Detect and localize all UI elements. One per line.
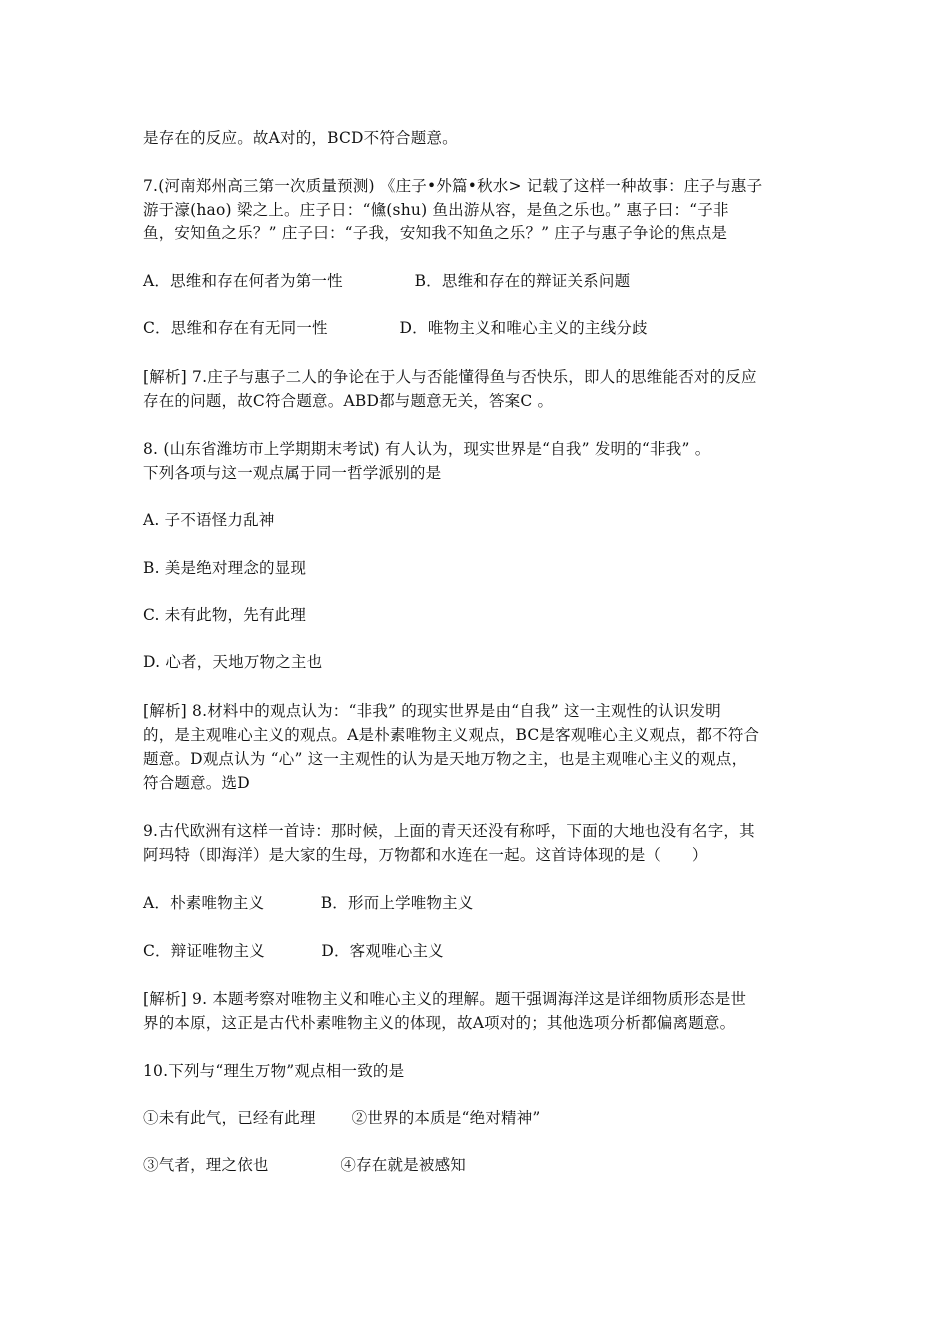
q7-options-cd: C．思维和存在有无同一性 D．唯物主义和唯心主义的主线分歧	[143, 319, 648, 337]
q9-stem-line: 阿玛特（即海洋）是大家的生母，万物都和水连在一起。这首诗体现的是（ ）	[143, 846, 708, 864]
q8-analysis-line: 的，是主观唯心主义的观点。A是朴素唯物主义观点，BC是客观唯心主义观点，都不符合	[143, 726, 760, 744]
q8-option-d: D. 心者，天地万物之主也	[143, 653, 323, 671]
q9-options-ab: A．朴素唯物主义 B．形而上学唯物主义	[143, 894, 474, 912]
q7-analysis-line: 存在的问题，故C符合题意。ABD都与题意无关，答案C 。	[143, 392, 554, 410]
q9-stem-line: 9.古代欧洲有这样一首诗：那时候，上面的青天还没有称呼，下面的大地也没有名字，其	[143, 822, 755, 840]
q8-analysis-line: [解析] 8.材料中的观点认为：“非我” 的现实世界是由“自我” 这一主观性的认识发明	[143, 702, 721, 720]
q6-analysis-line: 是存在的反应。故A对的，BCD不符合题意。	[143, 129, 458, 147]
q7-options-ab: A．思维和存在何者为第一性 B．思维和存在的辩证关系问题	[143, 272, 631, 290]
q8-stem-line: 下列各项与这一观点属于同一哲学派别的是	[143, 464, 442, 482]
q8-option-b: B. 美是绝对理念的显现	[143, 559, 307, 577]
q7-stem-line: 7.(河南郑州高三第一次质量预测) 《庄子•外篇•秋水> 记载了这样一种故事：庄子与惠子	[143, 177, 763, 195]
q8-option-c: C. 未有此物，先有此理	[143, 606, 307, 624]
q8-stem-line: 8. (山东省潍坊市上学期期末考试) 有人认为，现实世界是“自我” 发明的“非我” 。	[143, 440, 711, 458]
q10-items-34: ③气者，理之依也 ④存在就是被感知	[143, 1156, 466, 1174]
q10-stem-line: 10.下列与“理生万物”观点相一致的是	[143, 1062, 405, 1080]
q8-option-a: A. 子不语怪力乱神	[143, 511, 275, 529]
q10-items-12: ①未有此气，已经有此理 ②世界的本质是“绝对精神”	[143, 1109, 541, 1127]
q9-analysis-line: 界的本原，这正是古代朴素唯物主义的体现，故A项对的；其他选项分析都偏离题意。	[143, 1014, 736, 1032]
q9-analysis-line: [解析] 9. 本题考察对唯物主义和唯心主义的理解。题干强调海洋这是详细物质形态是世	[143, 990, 747, 1008]
q8-analysis-line: 题意。D观点认为 “心” 这一主观性的认为是天地万物之主，也是主观唯心主义的观点，	[143, 750, 748, 768]
q9-options-cd: C．辩证唯物主义 D．客观唯心主义	[143, 942, 444, 960]
q8-analysis-line: 符合题意。选D	[143, 774, 250, 792]
q7-analysis-line: [解析] 7.庄子与惠子二人的争论在于人与否能懂得鱼与否快乐，即人的思维能否对的反应	[143, 368, 757, 386]
q7-stem-line: 鱼，安知鱼之乐？” 庄子曰：“子我，安知我不知鱼之乐？” 庄子与惠子争论的焦点是	[143, 224, 728, 242]
q7-stem-line: 游于濠(hao) 梁之上。庄子日：“儵(shu) 鱼出游从容，是鱼之乐也。” 惠子曰：“子非	[143, 201, 729, 219]
